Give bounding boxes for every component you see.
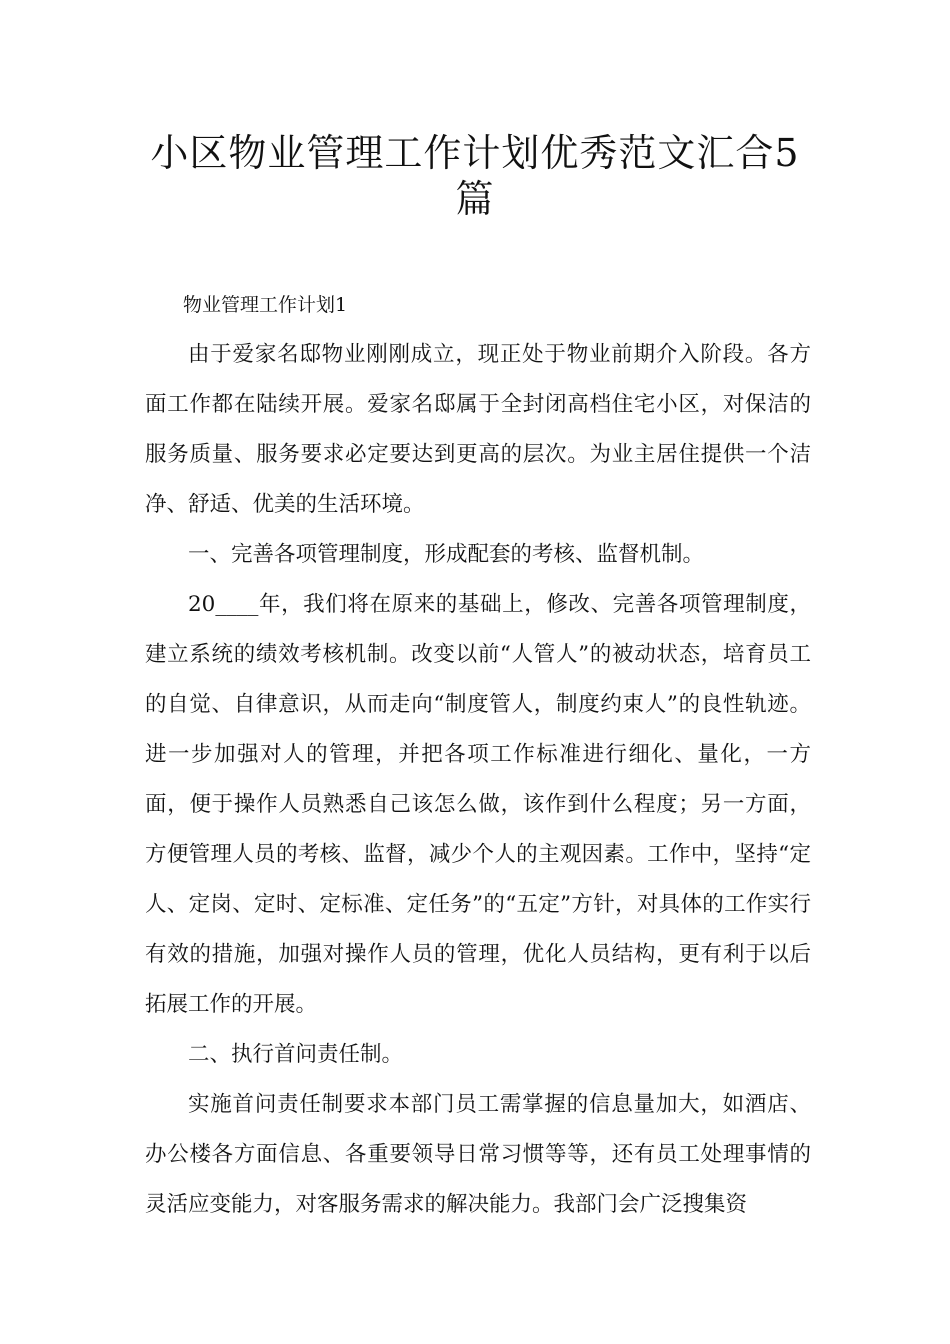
document-title [145, 130, 805, 222]
paragraph: 实施首问责任制要求本部门员工需掌握的信息量加大，如酒店、办公楼各方面信息、各重要领导日常习惯等等，还有员工处理事情的灵活应变能力，对客服务需求的解决能力。我部门会广泛搜集资 [145, 1092, 811, 1217]
subheading: 二、执行首问责任制。 [188, 1042, 404, 1067]
subheading: 一、完善各项管理制度，形成配套的考核、监督机制。 [188, 542, 705, 567]
document-body [145, 280, 811, 1230]
title-line-1: 小区物业管理工作计划优秀范文汇合5 [150, 131, 800, 175]
paragraph: 由于爱家名邸物业刚刚成立，现正处于物业前期介入阶段。各方面工作都在陆续开展。爱家名邸属于全封闭高档住宅小区，对保洁的服务质量、服务要求必定要达到更高的层次。为业主居住提供一个洁净、舒适、优美的生活环境。 [145, 342, 811, 517]
paragraph: 20____年，我们将在原来的基础上，修改、完善各项管理制度，建立系统的绩效考核机制。改变以前“人管人”的被动状态，培育员工的自觉、自律意识，从而走向“制度管人，制度约束人”的良性轨迹。进一步加强对人的管理，并把各项工作标准进行细化、量化，一方面，便于操作人员熟悉自己该怎么做，该作到什么程度；另一方面，方便管理人员的考核、监督，减少个人的主观因素。工作中，坚持“定人、定岗、定时、定标准、定任务”的“五定”方针，对具体的工作实行有效的措施，加强对操作人员的管理，优化人员结构，更有利于以后拓展工作的开展。 [145, 592, 811, 1017]
title-line-2: 篇 [455, 177, 495, 221]
section-heading: 物业管理工作计划1 [183, 294, 348, 316]
